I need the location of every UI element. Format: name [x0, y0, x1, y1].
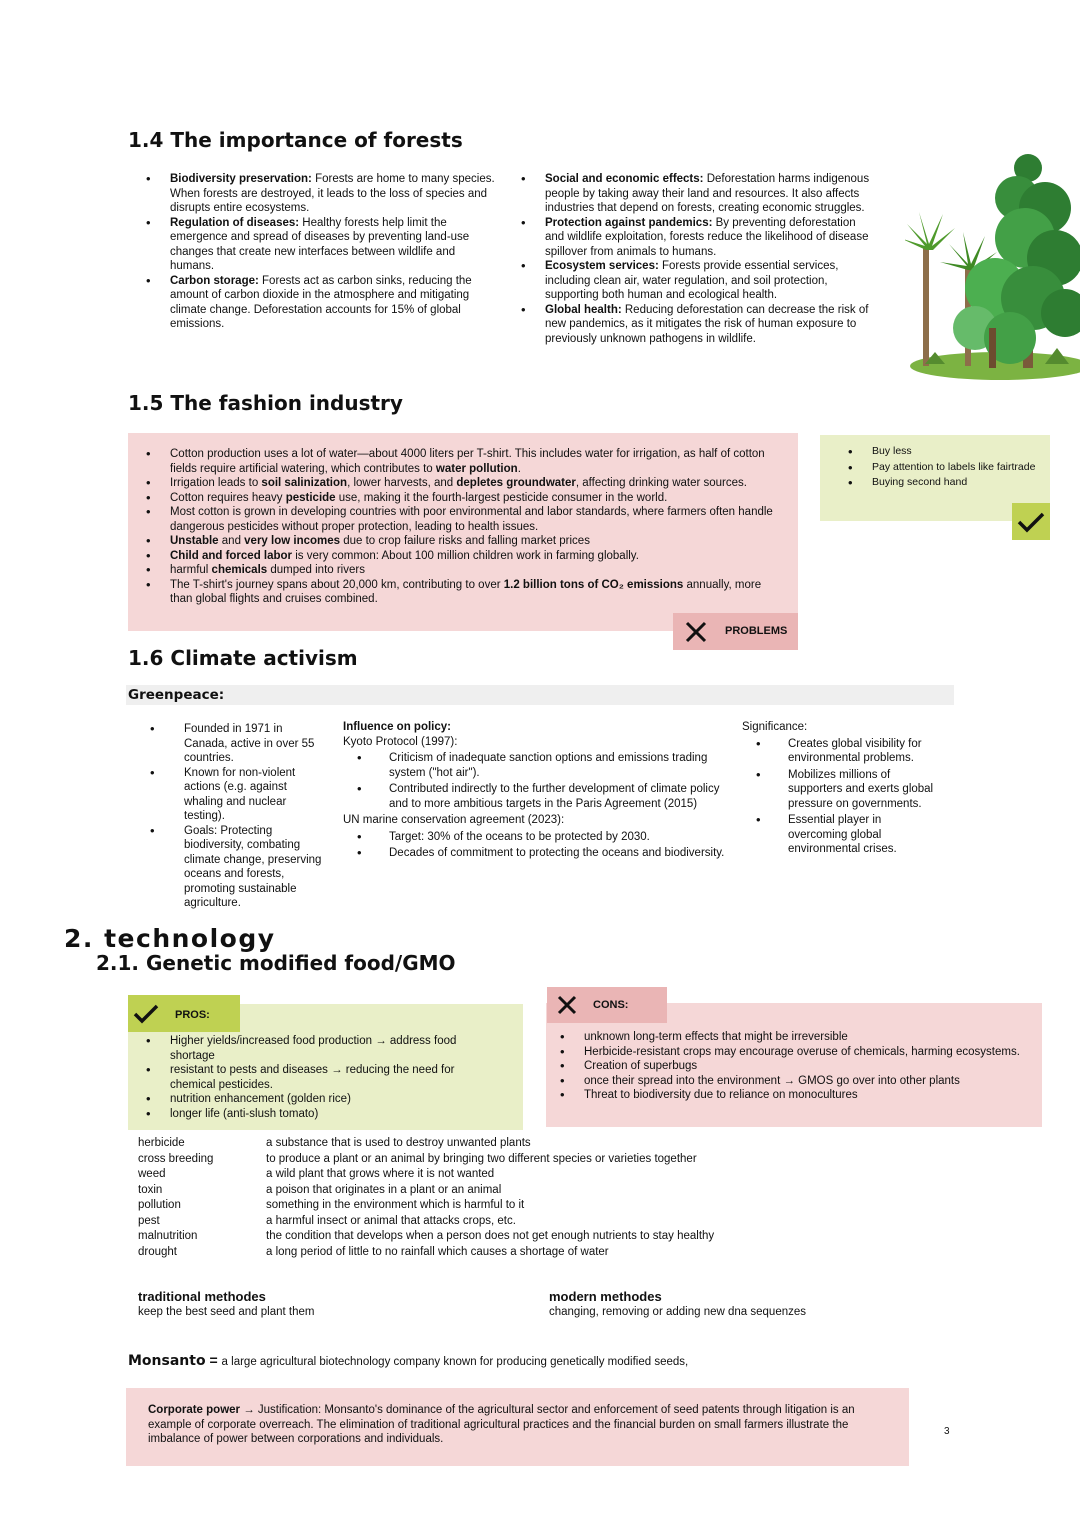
problems-box: [128, 433, 798, 631]
list-item: • Known for non-violent actions (e.g. against whaling and nuclear testing).: [142, 766, 327, 824]
cross-icon: [683, 619, 709, 645]
glossary-row: pollution something in the environment which is harmful to it: [138, 1199, 525, 1211]
greenpeace-bar: [126, 685, 954, 705]
checkmark-icon: [1012, 503, 1050, 540]
list-item: • Mobilizes millions of supporters and exerts global pressure on governments.: [742, 768, 942, 812]
corporate-power-box: [126, 1388, 909, 1466]
list-item: • Goals: Protecting biodiversity, combating climate change, preserving oceans and forests, promoting sustainable agriculture.: [142, 824, 327, 911]
list-item: • nutrition enhancement (golden rice): [138, 1092, 498, 1107]
kyoto-list: [343, 751, 733, 811]
list-item: • Most cotton is grown in developing countries with poor environmental and labor standards, where farmers often handle dangerous pesticides without proper protection, leading to health issues.: [138, 505, 778, 534]
modern-text: changing, removing or adding new dna sequenzes: [549, 1306, 807, 1318]
significance-heading: Significance:: [742, 721, 808, 733]
list-item: • Criticism of inadequate sanction options and emissions trading system ("hot air").: [343, 751, 733, 780]
list-item: • Founded in 1971 in Canada, active in over 55 countries.: [142, 722, 327, 766]
list-item: • Buying second hand: [840, 475, 1040, 491]
list-item: • Target: 30% of the oceans to be protected by 2030.: [343, 830, 733, 845]
list-item: • Creates global visibility for environmental problems.: [742, 737, 942, 766]
page-number: 3: [944, 1426, 950, 1437]
list-item: • Global health: Reducing deforestation can decrease the risk of new pandemics, as it mitigates the risk of human exposure to previously unknown pathogens in wildlife.: [513, 303, 877, 347]
problems-tag: [673, 613, 798, 650]
list-item: • Ecosystem services: Forests provide essential services, including clean air, water regulation, and soil protection, supporting both human and ecological health.: [513, 259, 877, 303]
list-item: • Cotton production uses a lot of water—about 4000 liters per T-shirt. This includes water for irrigation, as half of cotton fields require artificial watering, which contributes to water pollution.: [138, 447, 778, 476]
pros-tag: [128, 995, 240, 1032]
glossary-row: pest a harmful insect or animal that attacks crops, etc.: [138, 1214, 516, 1227]
list-item: • Decades of commitment to protecting the oceans and biodiversity.: [343, 846, 733, 861]
list-item: • Child and forced labor is very common: About 100 million children work in farming globally.: [138, 549, 778, 564]
solutions-list: [840, 444, 1040, 491]
problems-label: PROBLEMS: [725, 625, 788, 638]
list-item: • Buy less: [840, 444, 1040, 460]
list-item: • longer life (anti-slush tomato): [138, 1107, 498, 1122]
glossary-row: malnutrition the condition that develops when a person does not get enough nutrients to stay healthy: [138, 1230, 715, 1242]
forests-left-list: [138, 172, 498, 332]
section-2-title: 2. technology: [64, 924, 276, 953]
traditional-title: traditional methodes: [138, 1289, 266, 1304]
traditional-methods: [138, 1289, 314, 1320]
list-item: • Higher yields/increased food production → address food shortage: [138, 1034, 498, 1063]
list-item: • Social and economic effects: Deforestation harms indigenous people by taking away their land and resources. It also affects industries that depend on forests, creating economic struggles.: [513, 172, 877, 216]
list-item: • Irrigation leads to soil salinization, lower harvests, and depletes groundwater, affecting drinking water sources.: [138, 476, 778, 491]
glossary-row: weed a wild plant that grows where it is not wanted: [138, 1168, 495, 1180]
list-item: • unknown long-term effects that might be irreversible: [552, 1030, 1022, 1045]
cons-list: [552, 1030, 1022, 1103]
policy-column: [343, 720, 733, 861]
forest-trees-illustration: [905, 128, 1080, 384]
cons-label: CONS:: [593, 998, 629, 1011]
list-item: • Biodiversity preservation: Forests are home to many species. When forests are destroyed, it leads to the loss of species and disrupts entire ecosystems.: [138, 172, 498, 216]
list-item: • Threat to biodiversity due to reliance on monocultures: [552, 1088, 1022, 1103]
forests-right-list: [513, 172, 877, 346]
traditional-text: keep the best seed and plant them: [138, 1306, 315, 1318]
list-item: • resistant to pests and diseases → reducing the need for chemical pesticides.: [138, 1063, 498, 1092]
cross-icon: [555, 993, 579, 1017]
list-item: • Cotton requires heavy pesticide use, making it the fourth-largest pesticide consumer in the world.: [138, 491, 778, 506]
list-item: • harmful chemicals dumped into rivers: [138, 563, 778, 578]
checkmark-icon: [131, 999, 161, 1029]
monsanto-name: Monsanto: [128, 1353, 206, 1369]
list-item: • once their spread into the environment → GMOS go over into other plants: [552, 1074, 1022, 1089]
list-item: • Essential player in overcoming global environmental crises.: [742, 813, 942, 857]
list-item: • Creation of superbugs: [552, 1059, 1022, 1074]
pros-list: [138, 1034, 498, 1121]
corporate-power-text: Corporate power → Justification: Monsanto's dominance of the agricultural sector and enforcement of seed patents through litigation is an example of corporate overreach. The elimination of traditional agricultural practices and the financial burden on small farmers illustrate the imbalance of power between corporations and individuals.: [148, 1404, 855, 1445]
glossary-row: drought a long period of little to no rainfall which causes a shortage of water: [138, 1245, 609, 1258]
glossary-row: toxin a poison that originates in a plant or an animal: [138, 1183, 502, 1196]
list-item: • The T-shirt's journey spans about 20,000 km, contributing to over 1.2 billion tons of CO₂ emissions annually, more than global flights and cruises combined.: [138, 578, 778, 607]
list-item: • Protection against pandemics: By preventing deforestation and wildlife exploitation, forests reduce the likelihood of disease spillover from animals to humans.: [513, 216, 877, 260]
list-item: • Pay attention to labels like fairtrade: [840, 460, 1040, 476]
problems-list: [138, 447, 778, 607]
kyoto-heading: Kyoto Protocol (1997):: [343, 735, 458, 748]
modern-title: modern methodes: [549, 1289, 662, 1304]
cons-tag: [547, 987, 667, 1023]
list-item: • Contributed indirectly to the further development of climate policy and to more ambitious targets in the Paris Agreement (2015): [343, 782, 733, 811]
greenpeace-heading: Greenpeace:: [128, 687, 225, 703]
glossary-row: herbicide a substance that is used to destroy unwanted plants: [138, 1137, 531, 1149]
list-item: • Herbicide-resistant crops may encourage overuse of chemicals, harming ecosystems.: [552, 1045, 1022, 1060]
list-item: • Carbon storage: Forests act as carbon sinks, reducing the amount of carbon dioxide in the atmosphere and mitigating climate change. Deforestation accounts for 15% of global emissions.: [138, 274, 498, 332]
solutions-check-tag: [1012, 503, 1050, 540]
list-item: • Unstable and very low incomes due to crop failure risks and falling market prices: [138, 534, 778, 549]
monsanto-definition: Monsanto = a large agricultural biotechnology company known for producing genetically modified seeds,: [128, 1352, 689, 1369]
greenpeace-facts: [142, 722, 327, 911]
significance-list: [742, 737, 942, 857]
policy-heading: Influence on policy:: [343, 721, 451, 733]
modern-methods: [549, 1289, 806, 1320]
significance-column: [742, 720, 942, 857]
list-item: • Regulation of diseases: Healthy forests help limit the emergence and spread of diseases by preventing land-use changes that create new interfaces between wildlife and humans.: [138, 216, 498, 274]
un-heading: UN marine conservation agreement (2023):: [343, 814, 565, 826]
un-list: [343, 830, 733, 861]
section-1-5-title: 1.5 The fashion industry: [128, 391, 403, 415]
pros-label: PROS:: [175, 1009, 210, 1022]
section-2-1-title: 2.1. Genetic modified food/GMO: [96, 951, 456, 975]
section-1-4-title: 1.4 The importance of forests: [128, 128, 463, 152]
section-1-6-title: 1.6 Climate activism: [128, 646, 358, 670]
glossary: [138, 1136, 838, 1260]
glossary-row: cross breeding to produce a plant or an animal by bringing two different species or varieties together: [138, 1152, 697, 1165]
